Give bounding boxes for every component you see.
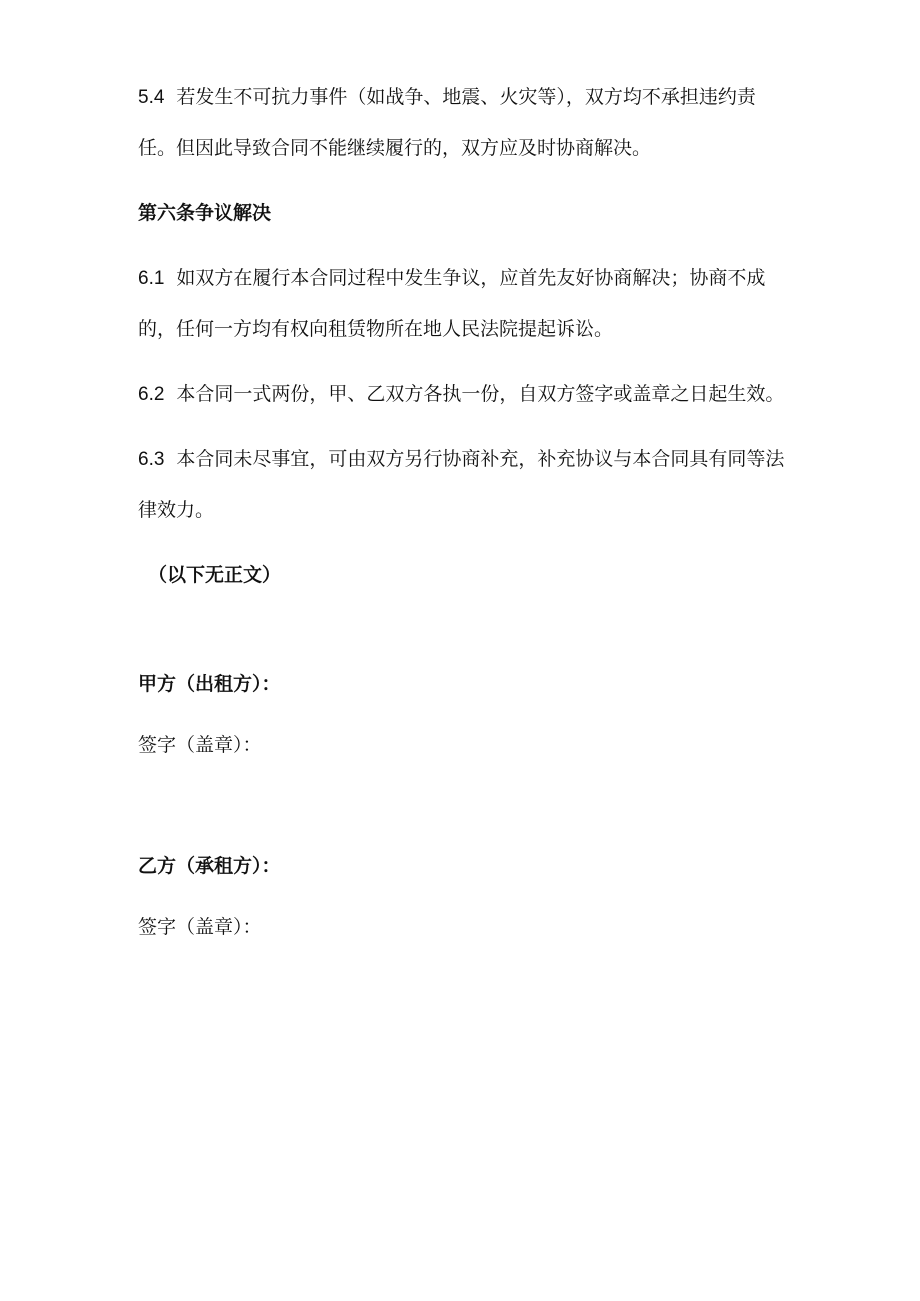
clause-number: 5.4 [138,87,165,108]
clause-6-3 [138,434,788,536]
party-b-label: 乙方（承租方）： [138,855,281,877]
end-of-text-note: （以下无正文） [148,564,282,586]
clause-number: 6.3 [138,449,165,470]
party-b-signature-line: 签字（盖章）： [138,916,262,938]
party-a-label: 甲方（出租方）： [138,673,281,695]
clause-number: 6.2 [138,384,165,405]
clause-text: 如双方在履行本合同过程中发生争议，应首先友好协商解决；协商不成的，任何一方均有权向租赁物所在地人民法院提起诉讼。 [138,267,766,340]
clause-5-4 [138,72,788,174]
clause-6-1 [138,253,788,355]
clause-text: 若发生不可抗力事件（如战争、地震、火灾等），双方均不承担违约责任。但因此导致合同不能继续履行的，双方应及时协商解决。 [138,86,756,159]
clause-number: 6.1 [138,268,165,289]
party-a-signature-line: 签字（盖章）： [138,734,262,756]
section-6-heading: 第六条争议解决 [138,202,272,224]
clause-text: 本合同未尽事宜，可由双方另行协商补充，补充协议与本合同具有同等法律效力。 [138,448,785,521]
document-content [138,72,788,953]
clause-text: 本合同一式两份，甲、乙双方各执一份，自双方签字或盖章之日起生效。 [176,383,785,405]
clause-6-2 [138,369,788,420]
